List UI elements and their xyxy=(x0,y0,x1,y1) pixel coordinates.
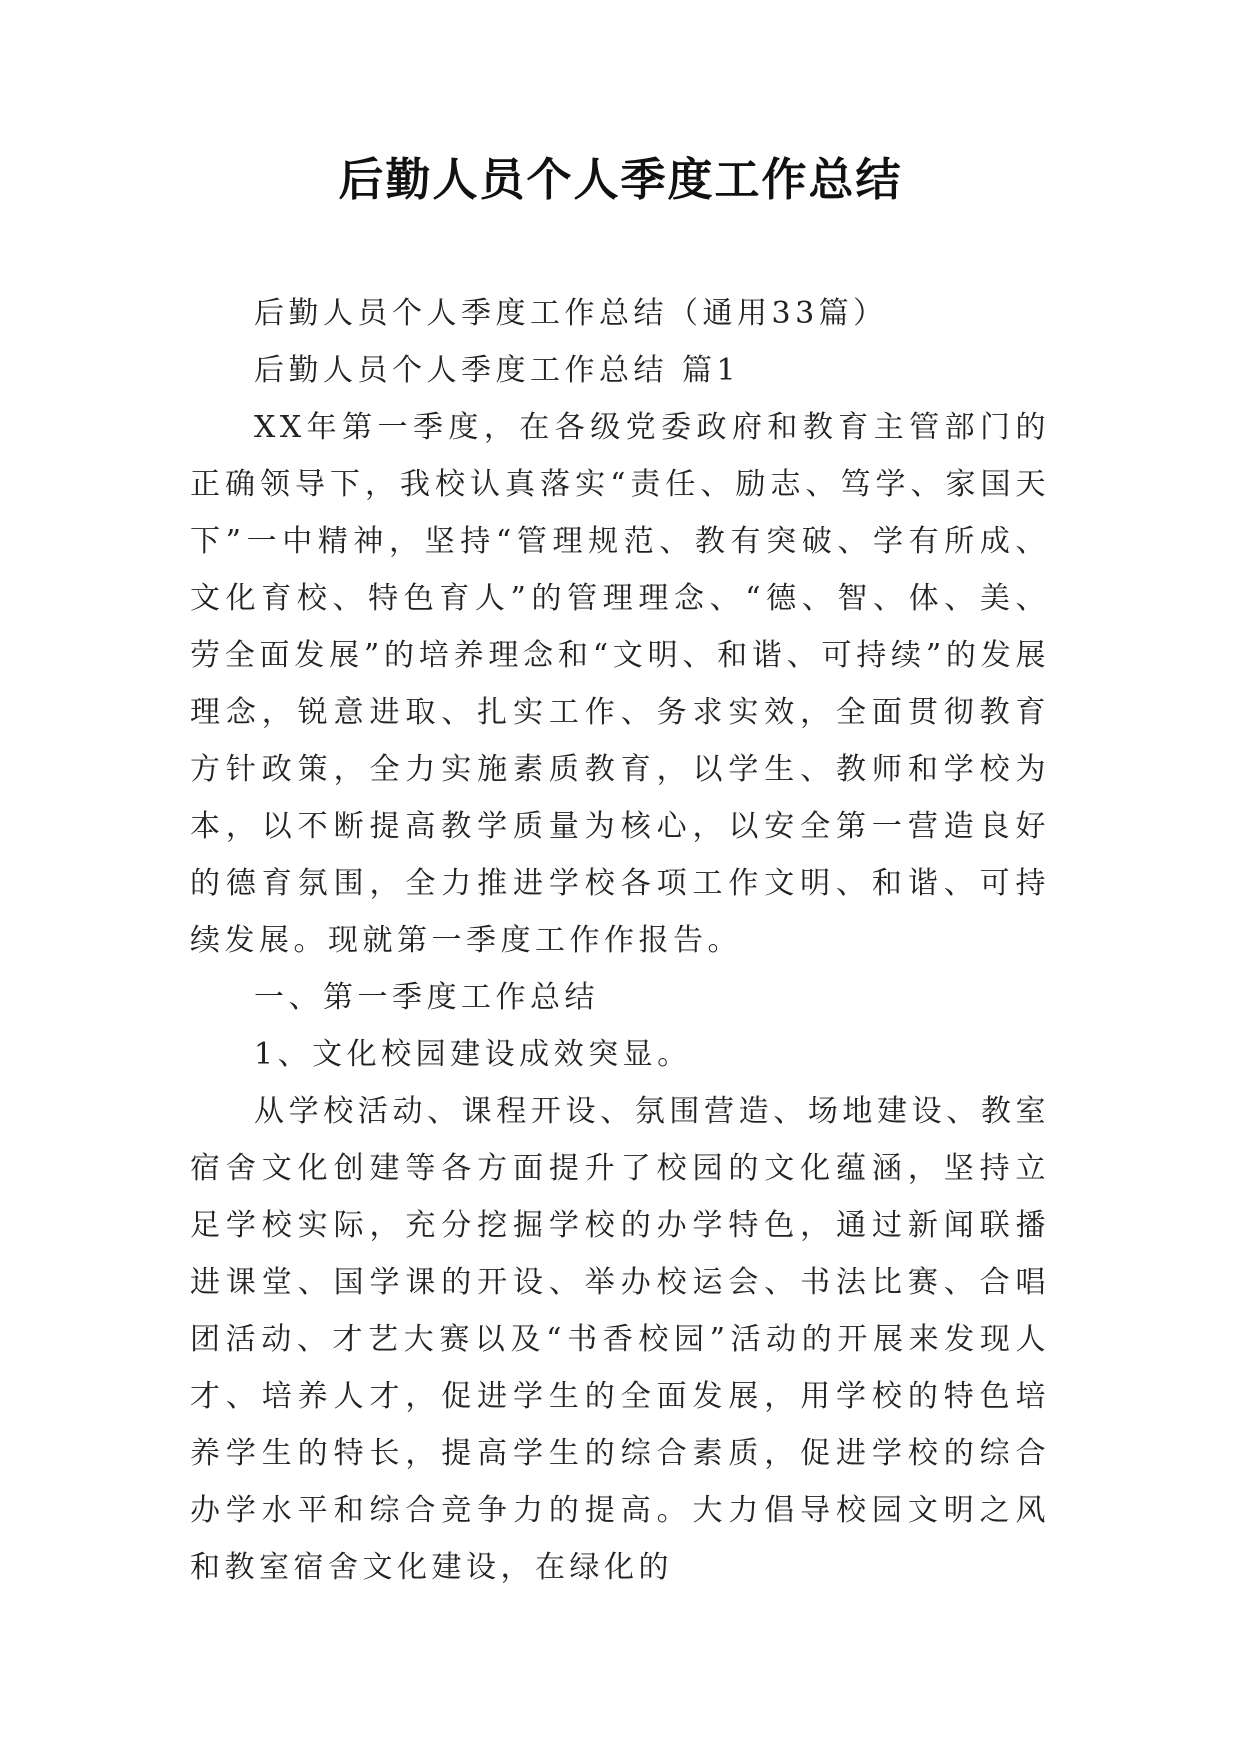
document-title: 后勤人员个人季度工作总结 xyxy=(338,153,903,206)
paragraph-heading-1-1: 1、文化校园建设成效突显。 xyxy=(254,1037,692,1072)
paragraph-heading-1: 一、第一季度工作总结 xyxy=(254,980,599,1015)
paragraph-intro: XX年第一季度，在各级党委政府和教育主管部门的正确领导下，我校认真落实“责任、励志、笃学、家国天下”一中精神，坚持“管理规范、教有突破、学有所成、文化育校、特色育人”的管理理念、“德、智、体、美、劳全面发展”的培养理念和“文明、和谐、可持续”的发展理念，锐意进取、扎实工作、务求实效，全面贯彻教育方针政策，全力实施素质教育，以学生、教师和学校为本，以不断提高教学质量为核心，以安全第一营造良好的德育氛围，全力推进学校各项工作文明、和谐、可持续发展。现就第一季度工作作报告。 xyxy=(190,410,1050,958)
paragraph-culture: 从学校活动、课程开设、氛围营造、场地建设、教室宿舍文化创建等各方面提升了校园的文化蕴涵，坚持立足学校实际，充分挖掘学校的办学特色，通过新闻联播进课堂、国学课的开设、举办校运会、书法比赛、合唱团活动、才艺大赛以及“书香校园”活动的开展来发现人才、培养人才，促进学生的全面发展，用学校的特色培养学生的特长，提高学生的综合素质，促进学校的综合办学水平和综合竞争力的提高。大力倡导校园文明之风和教室宿舍文化建设，在绿化的 xyxy=(190,1094,1050,1585)
document-body xyxy=(190,285,1050,1596)
paragraph-subtitle: 后勤人员个人季度工作总结（通用33篇） xyxy=(254,296,888,331)
paragraph-section-heading: 后勤人员个人季度工作总结 篇1 xyxy=(254,353,741,388)
